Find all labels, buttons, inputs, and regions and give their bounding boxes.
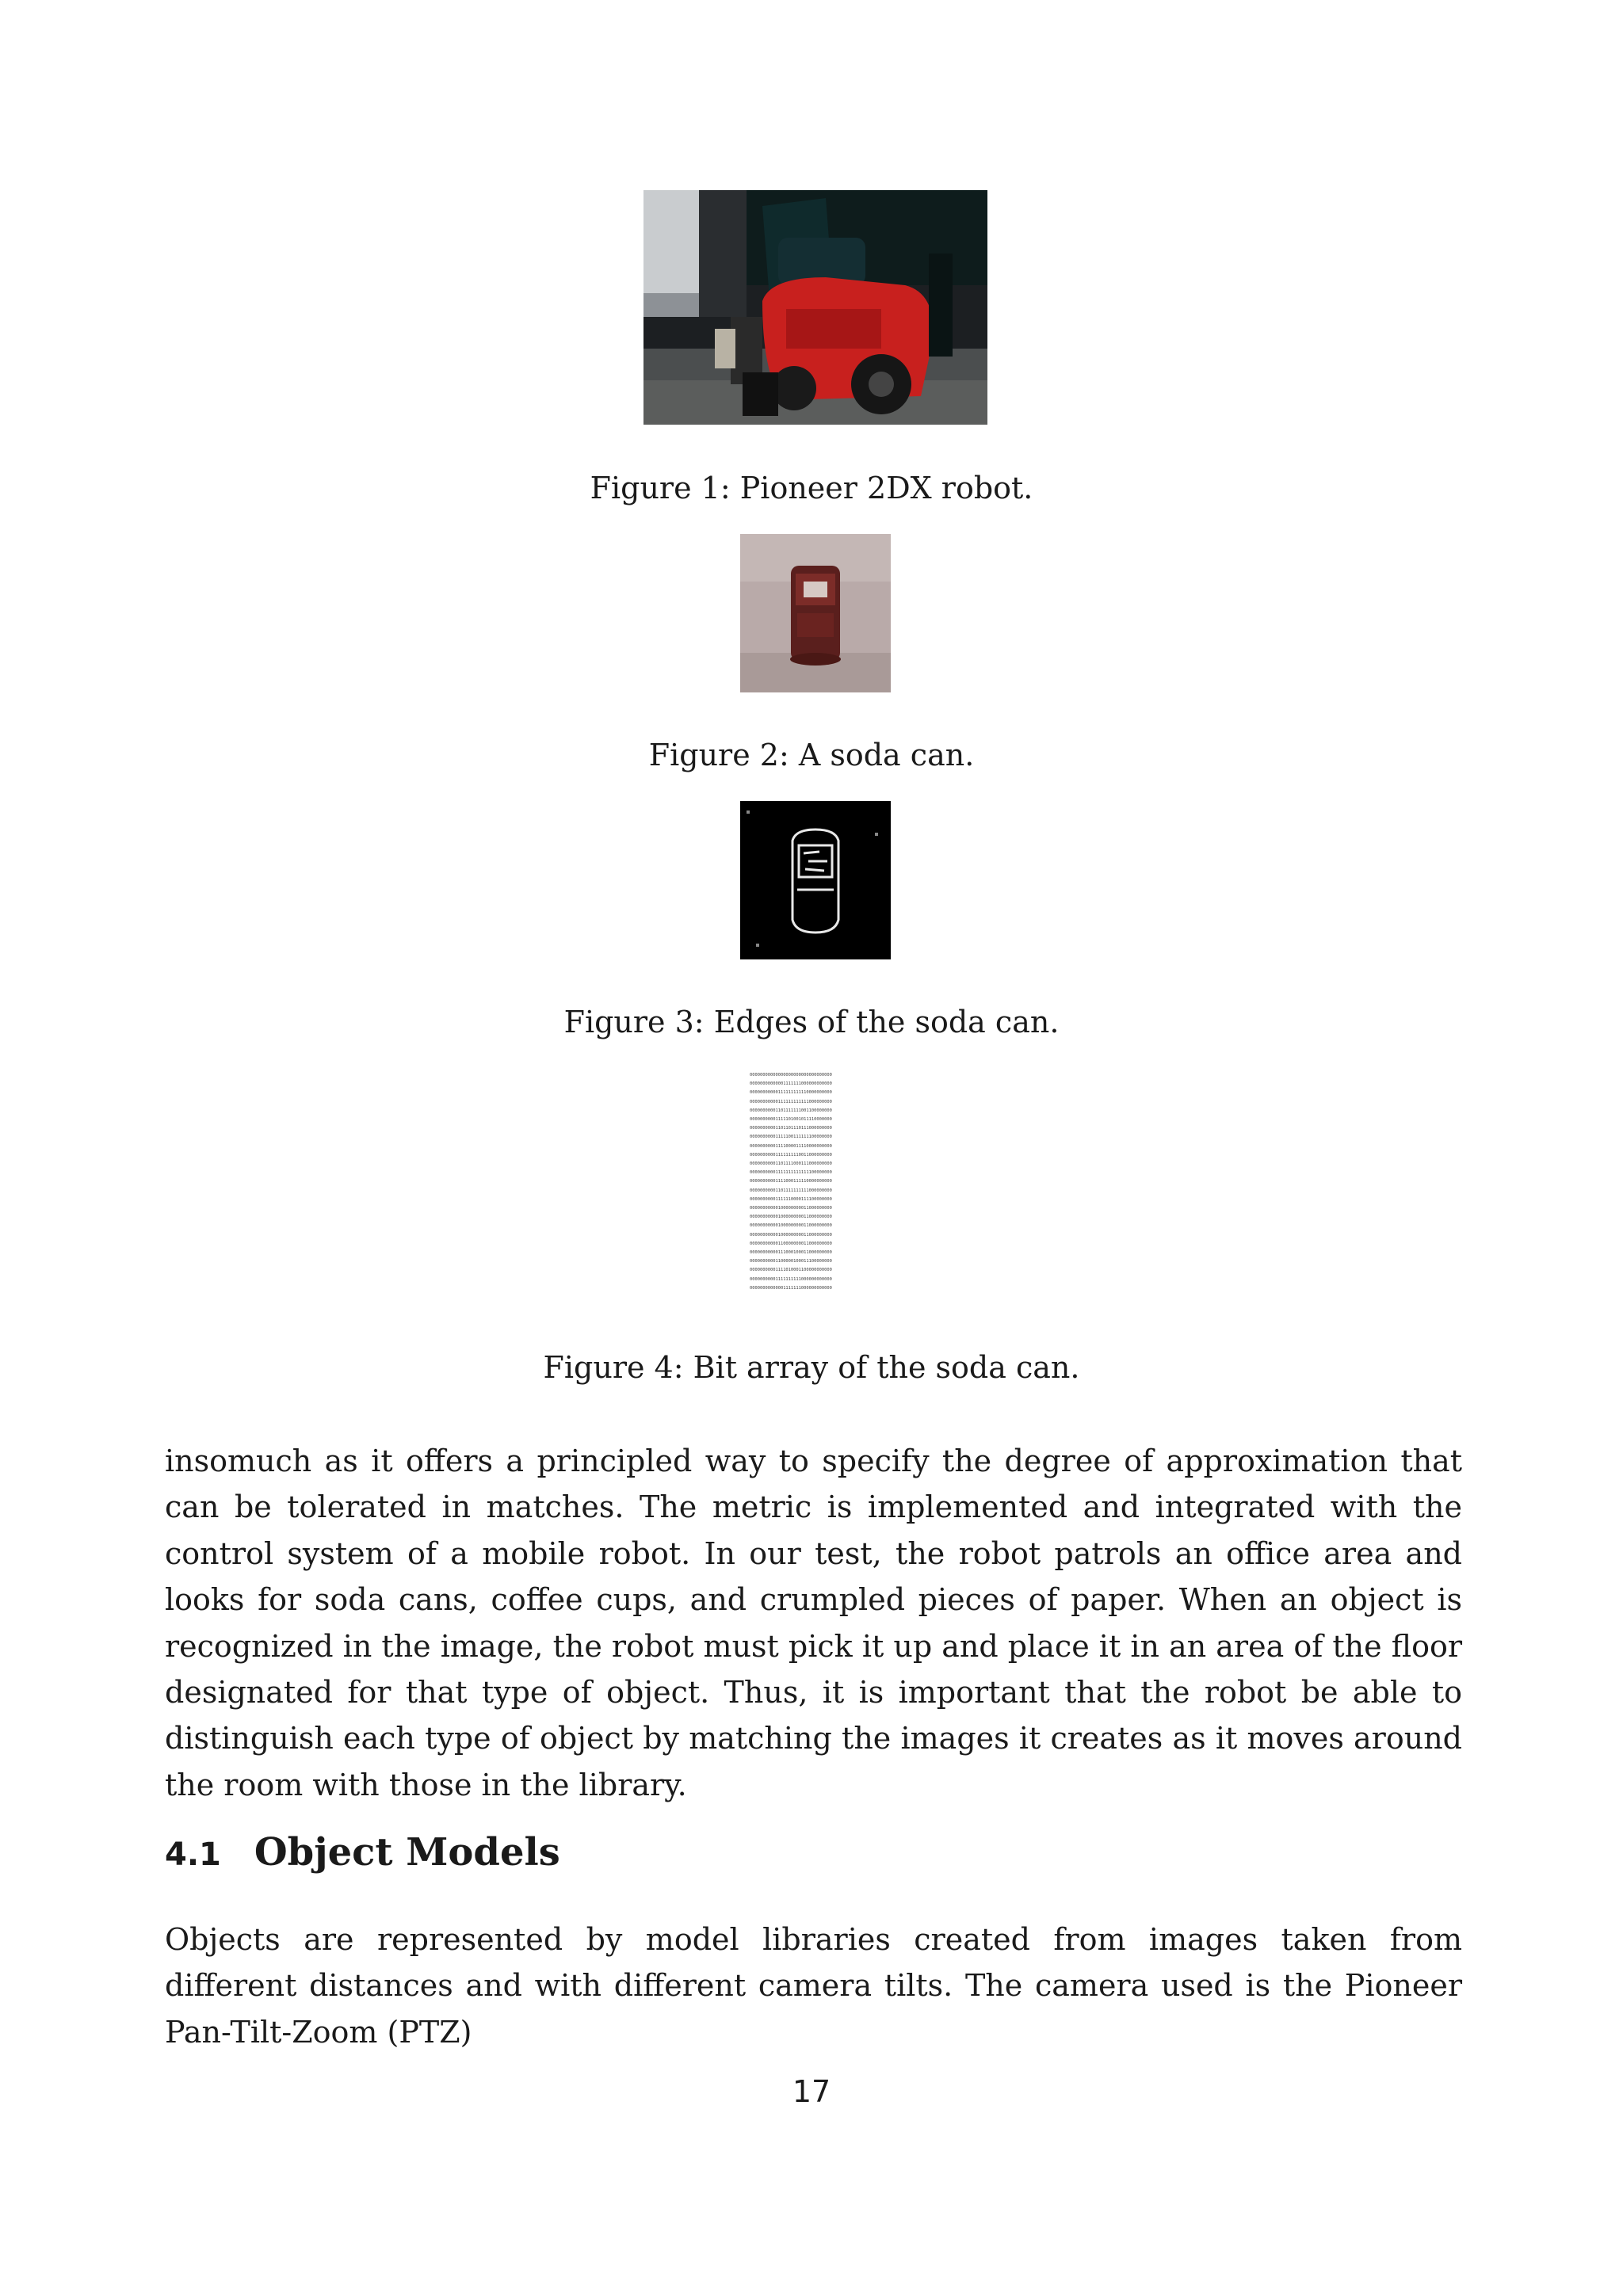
bit-array-row: 00000000000111000100011000000000 <box>750 1250 832 1256</box>
bit-array-row: 00000000000100000000011000000000 <box>750 1215 832 1220</box>
bit-array-row: 00000000000000000000000000000000 <box>750 1073 832 1077</box>
body-paragraph-2: Objects are represented by model libraries created from images taken from different distances and with different camera tilts. The camera used is the Pioneer Pan-Tilt-Zoom (PTZ) <box>165 1922 1462 2050</box>
figure-2-caption: Figure 2: A soda can. <box>648 738 975 772</box>
bit-array-row: 00000000001100000100011100000000 <box>750 1259 832 1264</box>
bit-array-row: 00000000001101111111001100000000 <box>750 1108 832 1113</box>
section-heading <box>165 1830 560 1875</box>
bit-array-row: 00000000000100000000011000000000 <box>750 1206 832 1211</box>
bit-array-row: 00000000001111111111111100000000 <box>750 1170 832 1176</box>
bit-array-row: 00000000001111101001011110000000 <box>750 1117 832 1123</box>
bit-array-row: 00000000001111000111110000000000 <box>750 1179 832 1184</box>
bit-array-row: 00000000001111100111111100000000 <box>750 1135 832 1140</box>
bit-array-row: 00000000001111000011110000000000 <box>750 1143 832 1149</box>
figure-4-bit-array <box>750 1071 880 1293</box>
figure-2-soda-can-image <box>740 534 891 692</box>
figure-1-caption: Figure 1: Pioneer 2DX robot. <box>590 471 1033 505</box>
figure-3-caption: Figure 3: Edges of the soda can. <box>563 1005 1060 1039</box>
bit-array-row: 00000000001111110000111100000000 <box>750 1196 832 1202</box>
bit-array-row: 00000000001111010001100000000000 <box>750 1268 832 1273</box>
bit-array-row: 00000000000111111111111000000000 <box>750 1099 832 1104</box>
bit-array-row: 00000000000111111111110000000000 <box>750 1090 832 1096</box>
bit-array-row: 00000000000001111111000000000000 <box>750 1081 832 1087</box>
figure-1-robot-image <box>643 190 987 425</box>
bit-array-row: 00000000001111111110011000000000 <box>750 1152 832 1158</box>
body-paragraph-1: insomuch as it offers a principled way to specify the degree of approximation that can be tolerated in matches. The metric is implemented and integrated with the control system of a mobile robot. In our test, the robot patrols an office area and looks for soda cans, coffee cups, and crumpled pieces of paper. When an object is recognized in the image, the robot must pick it up and place it in an area of the floor designated for that type of object. Thus, it is important that the robot be able to distinguish each type of object by matching the images it creates as it moves around the room with those in the library. <box>165 1444 1462 1802</box>
bit-array-row: 00000000001111111111000000000000 <box>750 1276 832 1282</box>
section-number: 4.1 <box>165 1836 221 1873</box>
page-number: 17 <box>792 2074 831 2109</box>
bit-array-row: 00000000000110000000011000000000 <box>750 1241 832 1246</box>
bit-array-row: 00000000001101111111111000000000 <box>750 1188 832 1193</box>
bit-array-row: 00000000001101111000111000000000 <box>750 1161 832 1167</box>
figure-4-caption: Figure 4: Bit array of the soda can. <box>543 1350 1080 1385</box>
bit-array-row: 00000000001101101110111000000000 <box>750 1126 832 1131</box>
bit-array-row: 00000000000100000000011000000000 <box>750 1223 832 1229</box>
bit-array-row: 00000000000100000000011000000000 <box>750 1232 832 1238</box>
figure-3-edge-image <box>740 801 891 959</box>
section-title: Object Models <box>254 1830 560 1875</box>
bit-array-row: 00000000000001111111000000000000 <box>750 1285 832 1291</box>
